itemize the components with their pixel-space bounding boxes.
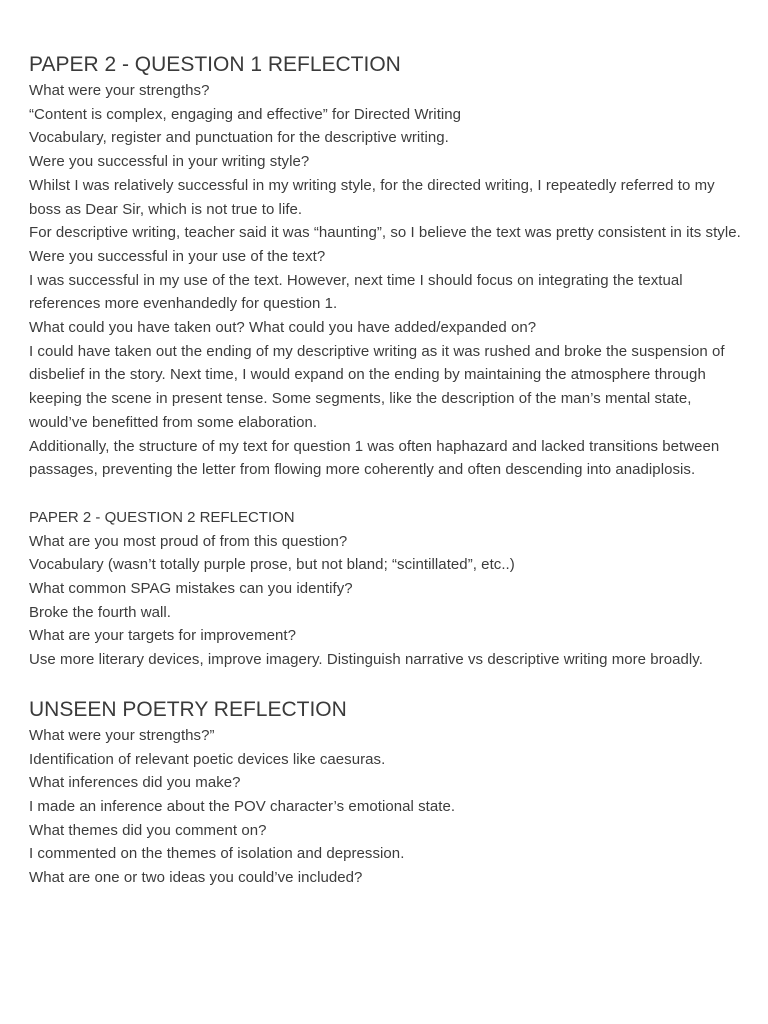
- answer-paragraph: Additionally, the structure of my text for question 1 was often haphazard and lacked transitions between passages, preventing the letter from flowing more coherently and often descending into anadiplosis.: [29, 437, 720, 479]
- answer-line: “Content is complex, engaging and effective” for Directed Writing: [29, 105, 462, 123]
- section-heading-unseen-poetry: UNSEEN POETRY REFLECTION: [29, 697, 347, 721]
- answer-paragraph: I was successful in my use of the text. However, next time I should focus on integrating the textual references more evenhandedly for question 1.: [29, 271, 683, 313]
- answer-line: Identification of relevant poetic devices like caesuras.: [29, 750, 386, 768]
- document-page: [29, 52, 744, 890]
- section-heading-paper2-q1: PAPER 2 - QUESTION 1 REFLECTION: [29, 53, 401, 76]
- answer-paragraph: I could have taken out the ending of my descriptive writing as it was rushed and broke the suspension of disbelief in the story. Next time, I would expand on the ending by maintaining the atmosphere through keeping the scene in present tense. Some segments, like the description of the man’s mental state, would’ve benefitted from some elaboration.: [29, 342, 725, 431]
- question-targets: What are your targets for improvement?: [29, 627, 297, 645]
- question-use-of-text: Were you successful in your use of the text?: [29, 247, 326, 265]
- question-inferences: What inferences did you make?: [29, 774, 241, 792]
- question-spag: What common SPAG mistakes can you identify?: [29, 580, 353, 598]
- question-taken-out: What could you have taken out? What could you have added/expanded on?: [29, 319, 537, 337]
- answer-line: Vocabulary, register and punctuation for the descriptive writing.: [29, 129, 449, 147]
- answer-line: I commented on the themes of isolation and depression.: [29, 845, 405, 863]
- answer-paragraph: Use more literary devices, improve imagery. Distinguish narrative vs descriptive writing more broadly.: [29, 651, 703, 669]
- answer-line: Vocabulary (wasn’t totally purple prose, but not bland; “scintillated”, etc..): [29, 556, 515, 574]
- answer-line: I made an inference about the POV character’s emotional state.: [29, 797, 456, 815]
- question-themes: What themes did you comment on?: [29, 821, 267, 839]
- section-spacer: [29, 672, 744, 697]
- question-strengths: What were your strengths?”: [29, 726, 215, 744]
- question-proud: What are you most proud of from this question?: [29, 532, 348, 550]
- section-heading-paper2-q2: PAPER 2 - QUESTION 2 REFLECTION: [29, 508, 295, 526]
- question-ideas: What are one or two ideas you could’ve included?: [29, 869, 363, 887]
- question-writing-style: Were you successful in your writing style?: [29, 153, 310, 171]
- answer-paragraph: For descriptive writing, teacher said it was “haunting”, so I believe the text was pretty consistent in its style.: [29, 224, 741, 242]
- question-strengths: What were your strengths?: [29, 82, 210, 99]
- answer-line: Broke the fourth wall.: [29, 603, 172, 621]
- section-spacer: [29, 482, 744, 506]
- answer-paragraph: Whilst I was relatively successful in my writing style, for the directed writing, I repeatedly referred to my boss as Dear Sir, which is not true to life.: [29, 176, 715, 218]
